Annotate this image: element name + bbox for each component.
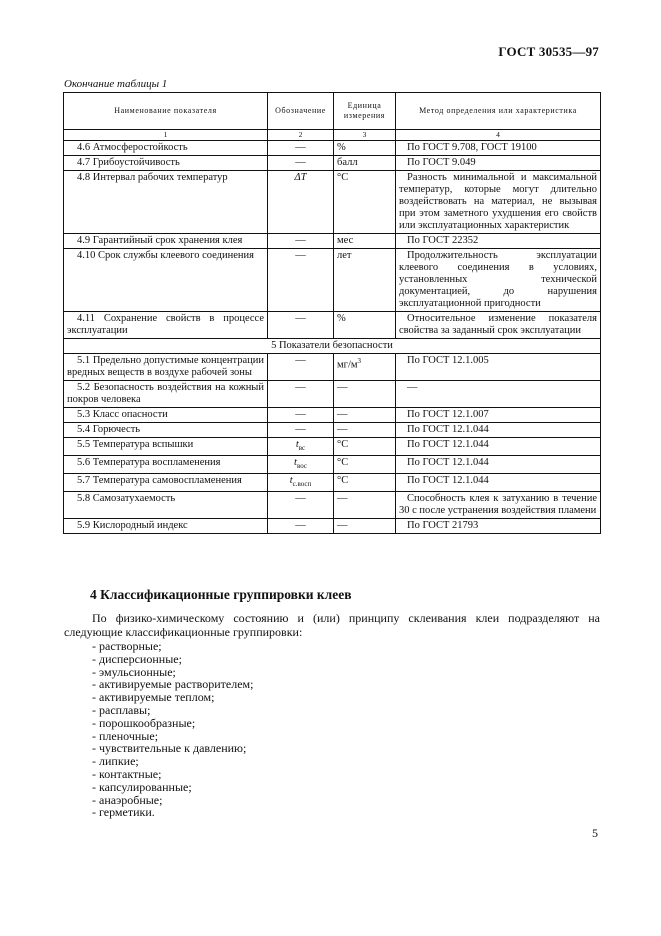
classification-list (92, 640, 253, 819)
indicator-name-text: 5.6 Температура воспламенения (77, 457, 221, 469)
table-row (64, 474, 601, 492)
table-caption: Окончание таблицы 1 (64, 78, 168, 90)
indicator-name-text: 5.4 Горючесть (77, 424, 141, 435)
column-number: 3 (334, 130, 396, 141)
indicator-name (64, 474, 268, 492)
indicator-name-text: 4.9 Гарантийный срок хранения клея (77, 235, 243, 246)
indicator-symbol (268, 141, 334, 156)
indicator-name (64, 456, 268, 474)
indicator-method (396, 381, 601, 408)
section-title: 5 Показатели безопасности (64, 339, 601, 354)
column-number: 4 (396, 130, 601, 141)
indicator-method (396, 141, 601, 156)
indicator-unit (334, 171, 396, 234)
symbol-text: — (295, 235, 306, 246)
indicator-method (396, 423, 601, 438)
indicator-symbol (268, 438, 334, 456)
indicator-unit (334, 354, 396, 381)
indicator-name (64, 423, 268, 438)
indicator-symbol (268, 492, 334, 519)
indicator-method (396, 312, 601, 339)
symbol-text: t (289, 475, 293, 487)
symbol-subscript: вос (296, 462, 307, 471)
indicator-symbol (268, 234, 334, 249)
method-text: По ГОСТ 12.1.044 (407, 439, 489, 450)
table-row (64, 171, 601, 234)
list-item: - герметики. (92, 805, 155, 820)
table-row (64, 492, 601, 519)
unit-superscript: 3 (357, 357, 362, 365)
indicator-name (64, 156, 268, 171)
indicator-unit (334, 234, 396, 249)
indicator-symbol (268, 408, 334, 423)
method-text: Относительное изменение показателя свойства за заданный срок эксплуатации (399, 313, 597, 336)
indicator-symbol (268, 381, 334, 408)
unit-text: °C (337, 475, 349, 487)
column-number: 2 (268, 130, 334, 141)
unit-text: мг/м (337, 359, 358, 371)
symbol-subscript: вс (298, 444, 306, 453)
indicator-unit (334, 141, 396, 156)
indicator-name (64, 408, 268, 423)
method-text: По ГОСТ 12.1.044 (407, 475, 489, 487)
indicator-method (396, 408, 601, 423)
indicator-unit (334, 312, 396, 339)
indicator-unit (334, 456, 396, 474)
table-row (64, 156, 601, 171)
indicator-unit (334, 492, 396, 519)
indicator-symbol (268, 249, 334, 312)
list-item: - растворные; (92, 639, 162, 653)
indicator-method (396, 249, 601, 312)
table-row (64, 456, 601, 474)
list-item: - чувствительные к давлению; (92, 741, 247, 756)
list-item: - капсулированные; (92, 779, 192, 794)
symbol-text: — (295, 493, 306, 505)
indicator-name (64, 234, 268, 249)
intro-paragraph: По физико-химическому состоянию и (или) принципу склеивания клеи подразделяют на следующие классификационные группировки: (64, 611, 600, 639)
indicator-unit (334, 408, 396, 423)
list-item: - пленочные; (92, 728, 159, 743)
indicator-unit (334, 423, 396, 438)
indicator-unit (334, 249, 396, 312)
method-text: Разность минимальной и максимальной температур, которые могут длительно воздействовать на материал, не вызывая при этом заметного ухудшения его свойств или эксплуатационных характеристик (399, 172, 597, 231)
indicator-name (64, 354, 268, 381)
table-row (64, 423, 601, 438)
indicator-name (64, 381, 268, 408)
indicator-name-text: 4.7 Грибоустойчивость (77, 157, 180, 168)
table-row (64, 381, 601, 408)
indicator-symbol (268, 312, 334, 339)
symbol-text: — (295, 355, 306, 366)
symbol-text: t (294, 457, 297, 469)
indicator-table (63, 92, 601, 534)
indicator-name (64, 249, 268, 312)
indicator-method (396, 492, 601, 519)
indicator-symbol (268, 456, 334, 474)
indicator-symbol (268, 519, 334, 534)
indicator-unit (334, 381, 396, 408)
indicator-unit (334, 519, 396, 534)
indicator-name-text: 5.5 Температура вспышки (77, 439, 194, 450)
indicator-name-text: 5.2 Безопасность воздействия на кожный покров человека (67, 382, 264, 405)
table-row (64, 249, 601, 312)
indicator-name-text: 5.3 Класс опасности (77, 409, 168, 420)
symbol-text: — (295, 157, 306, 168)
indicator-name-text: 5.1 Предельно допустимые концентрации вредных веществ в воздухе рабочей зоны (67, 355, 264, 378)
method-text: Способность клея к затуханию в течение 30 с после устранения воздействия пламени (399, 493, 597, 517)
list-item: - активируемые теплом; (92, 690, 215, 705)
unit-text: °C (337, 172, 349, 183)
column-number-row (64, 130, 601, 141)
method-text: По ГОСТ 22352 (407, 235, 479, 246)
column-header-name: Наименование показателя (64, 93, 268, 130)
unit-text: — (337, 382, 348, 393)
symbol-text: — (295, 142, 306, 153)
indicator-symbol (268, 423, 334, 438)
symbol-text: — (295, 382, 306, 393)
indicator-method (396, 156, 601, 171)
unit-text: °C (337, 457, 349, 469)
method-text: По ГОСТ 12.1.044 (407, 457, 489, 469)
symbol-text: t (295, 439, 299, 450)
indicator-name (64, 438, 268, 456)
unit-text: % (337, 313, 346, 324)
method-text: По ГОСТ 9.708, ГОСТ 19100 (407, 142, 537, 153)
unit-text: °C (337, 439, 349, 450)
column-header-unit: Единица измерения (334, 93, 396, 130)
symbol-text: ΔT (294, 172, 307, 183)
indicator-method (396, 171, 601, 234)
table-row (64, 354, 601, 381)
list-item: - контактные; (92, 766, 162, 781)
indicator-name-text: 4.8 Интервал рабочих температур (77, 172, 228, 183)
table-row (64, 141, 601, 156)
indicator-name-text: 4.10 Срок службы клеевого соединения (77, 250, 254, 261)
list-item: - расплавы; (92, 702, 151, 717)
indicator-name (64, 519, 268, 534)
document-code: ГОСТ 30535—97 (498, 44, 599, 59)
list-item: - дисперсионные; (92, 651, 182, 666)
unit-text: лет (337, 250, 352, 261)
unit-text: балл (337, 157, 358, 168)
list-item: - активируемые растворителем; (92, 677, 254, 692)
indicator-unit (334, 156, 396, 171)
table-row (64, 312, 601, 339)
symbol-text: — (295, 313, 306, 324)
unit-text: — (337, 493, 348, 505)
method-text: Продолжительность эксплуатации клеевого соединения в условиях, установленных технической документацией, до нарушения эксплуатационной пригодности (399, 250, 597, 309)
indicator-unit (334, 438, 396, 456)
symbol-subscript: с.восп (292, 480, 312, 489)
indicator-name (64, 312, 268, 339)
indicator-method (396, 519, 601, 534)
indicator-name-text: 5.9 Кислородный индекс (77, 520, 188, 532)
indicator-unit (334, 474, 396, 492)
indicator-name-text: 4.6 Атмосферостойкость (77, 142, 188, 153)
unit-text: мес (337, 235, 354, 246)
list-item: - липкие; (92, 754, 139, 769)
section-row (64, 339, 601, 354)
indicator-name (64, 171, 268, 234)
list-item: - эмульсионные; (92, 664, 176, 679)
indicator-method (396, 438, 601, 456)
indicator-symbol (268, 171, 334, 234)
indicator-method (396, 456, 601, 474)
indicator-method (396, 234, 601, 249)
symbol-text: — (295, 250, 306, 261)
method-text: По ГОСТ 12.1.005 (407, 355, 489, 366)
method-text: По ГОСТ 12.1.044 (407, 424, 489, 435)
column-header-symbol: Обозначение (268, 93, 334, 130)
unit-text: % (337, 142, 346, 153)
table-row (64, 408, 601, 423)
method-text: По ГОСТ 9.049 (407, 157, 476, 168)
column-header-method: Метод определения или характеристика (396, 93, 601, 130)
symbol-text: — (295, 409, 306, 420)
indicator-name (64, 492, 268, 519)
indicator-symbol (268, 354, 334, 381)
indicator-name-text: 4.11 Сохранение свойств в процессе эксплуатации (67, 313, 264, 336)
indicator-symbol (268, 156, 334, 171)
page-number: 5 (592, 826, 598, 840)
method-text: По ГОСТ 21793 (407, 520, 479, 532)
table-row (64, 234, 601, 249)
section-heading: 4 Классификационные группировки клеев (90, 587, 352, 602)
indicator-symbol (268, 474, 334, 492)
indicator-name (64, 141, 268, 156)
list-item: - порошкообразные; (92, 715, 196, 730)
unit-text: — (337, 424, 348, 435)
unit-text: — (337, 409, 348, 420)
symbol-text: — (295, 424, 306, 435)
indicator-method (396, 354, 601, 381)
indicator-name-text: 5.8 Самозатухаемость (77, 493, 176, 505)
indicator-name-text: 5.7 Температура самовоспламенения (77, 475, 242, 487)
method-text: — (407, 382, 418, 393)
column-number: 1 (64, 130, 268, 141)
method-text: По ГОСТ 12.1.007 (407, 409, 489, 420)
list-item: - анаэробные; (92, 792, 163, 807)
table-header-row (64, 93, 601, 130)
indicator-method (396, 474, 601, 492)
unit-text: — (337, 520, 348, 532)
table-row (64, 438, 601, 456)
table-row (64, 519, 601, 534)
symbol-text: — (295, 520, 306, 532)
